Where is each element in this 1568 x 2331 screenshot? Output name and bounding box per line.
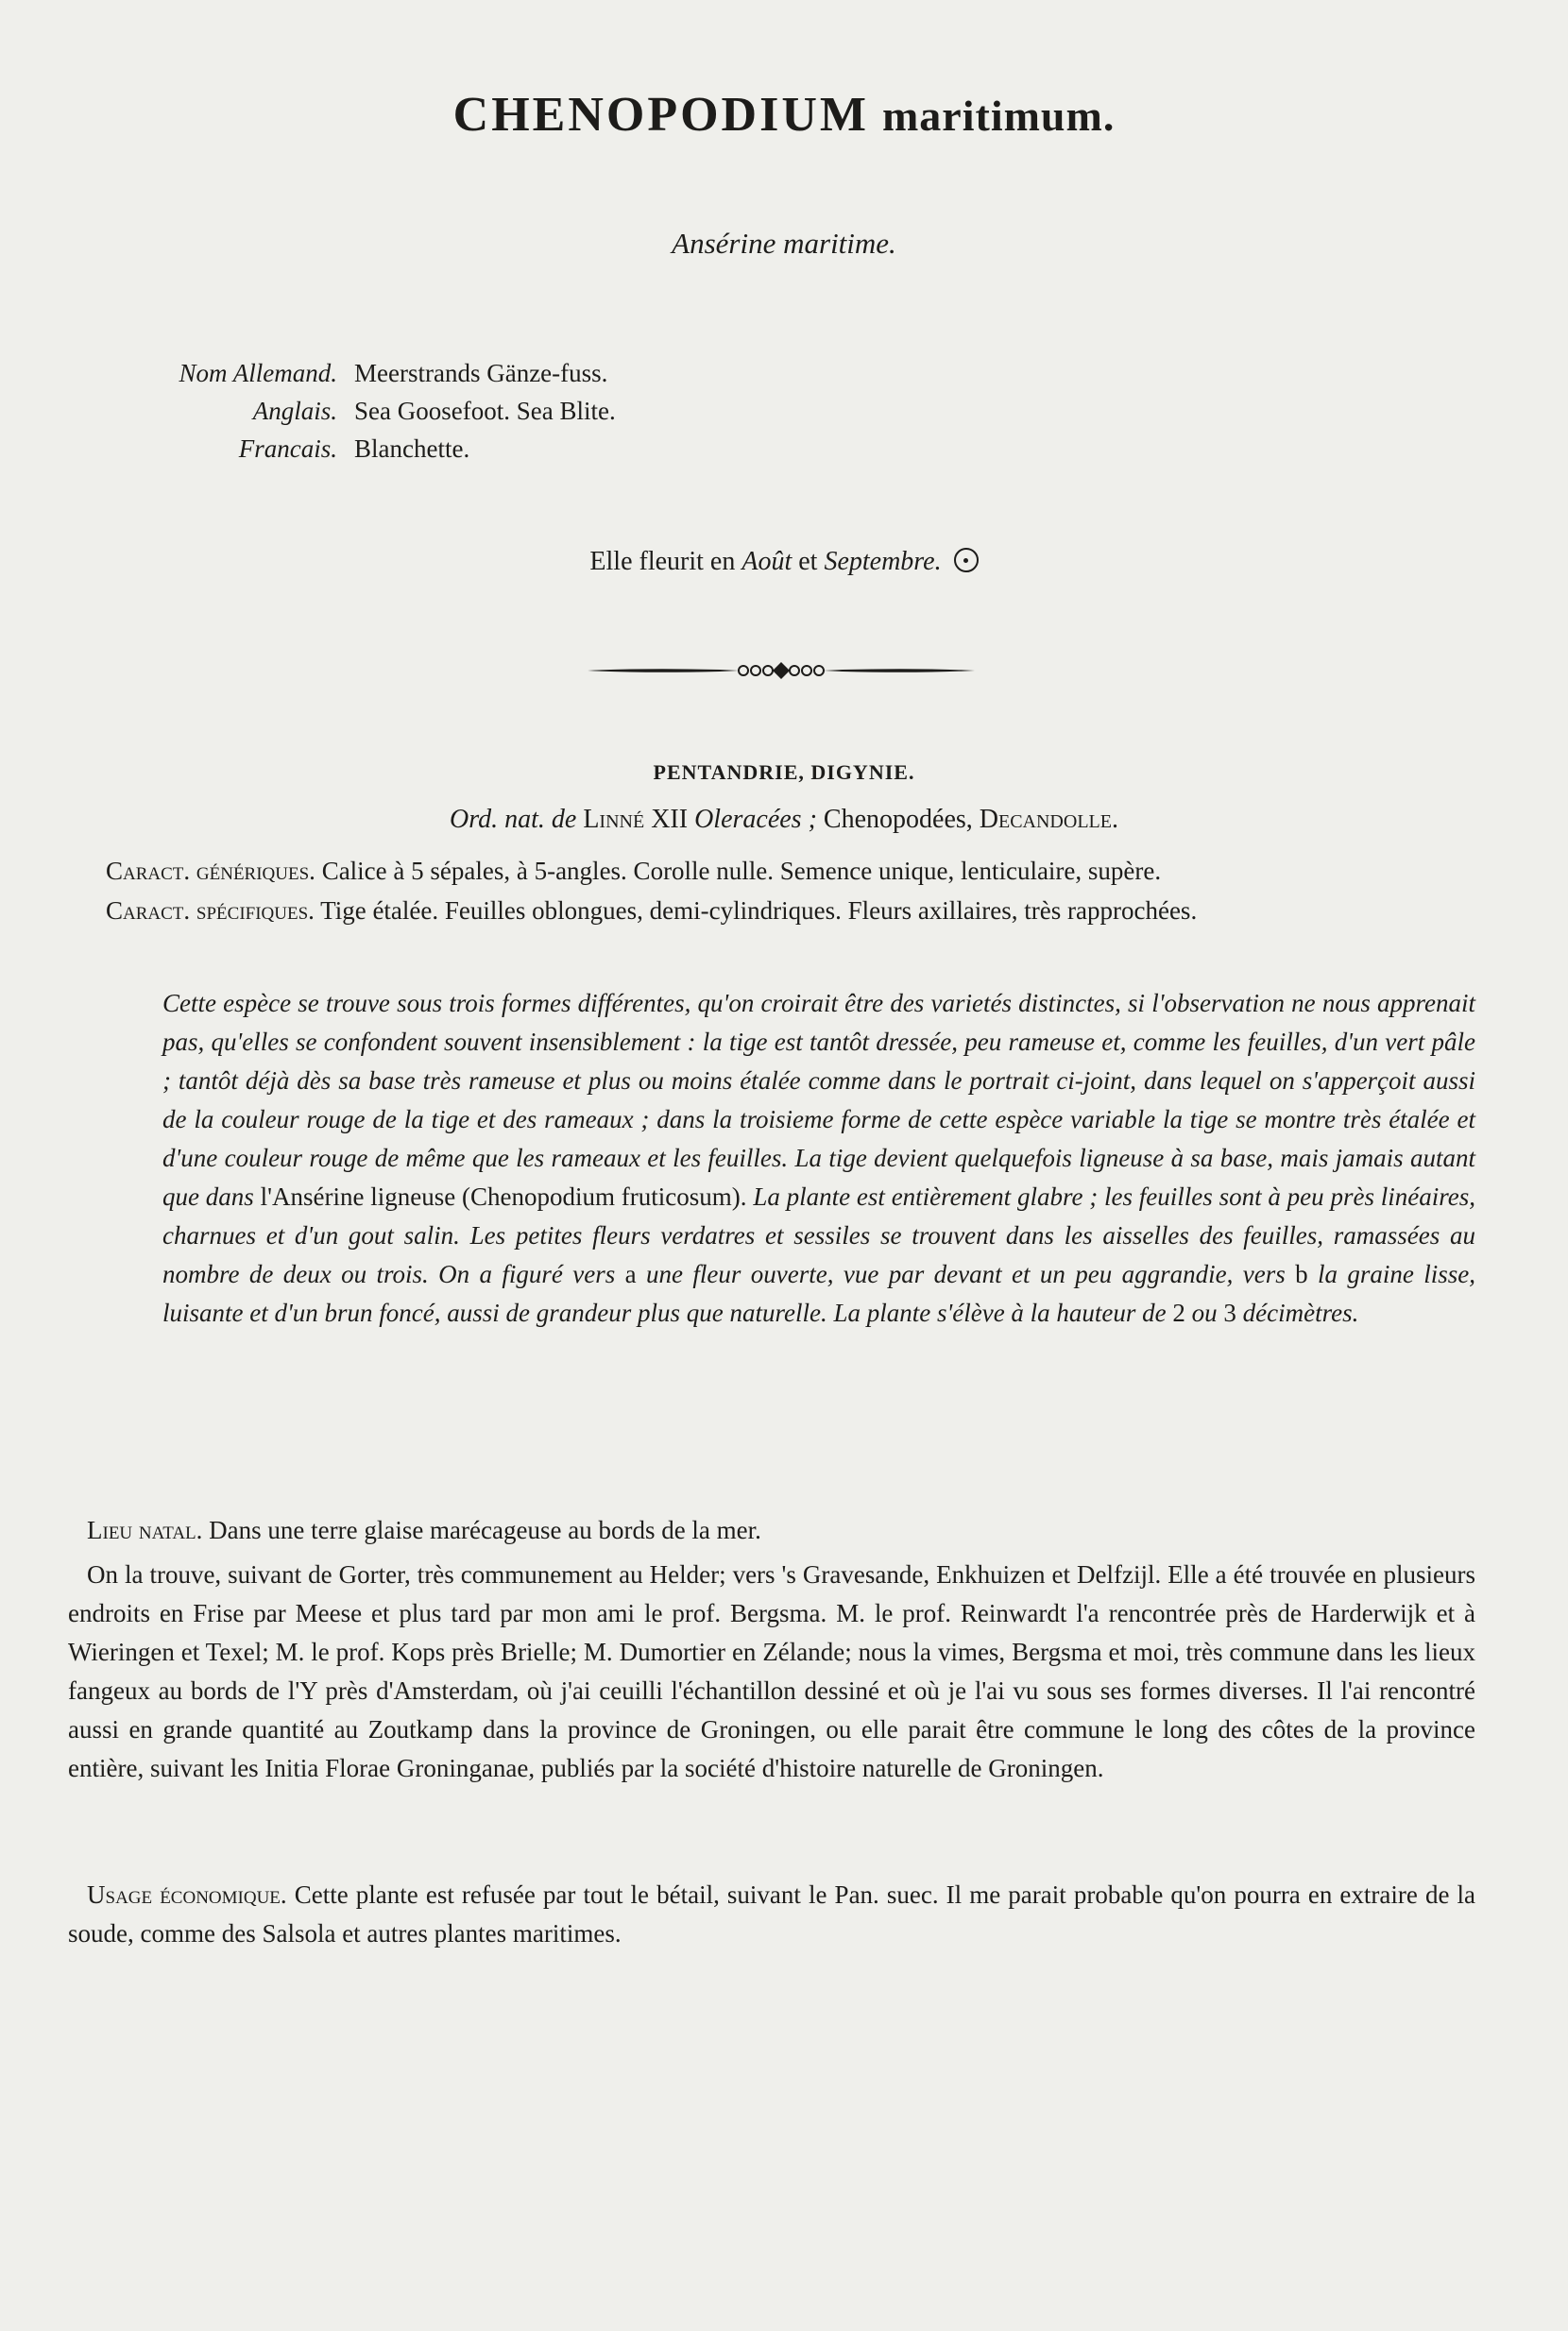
characters-section — [68, 855, 1475, 934]
title-genus: CHENOPODIUM — [452, 88, 869, 142]
common-name-row — [142, 392, 616, 430]
distribution-paragraph: On la trouve, suivant de Gorter, très communement au Helder; vers 's Gravesande, Enkhuizen et Delfzijl. Elle a été trouvée en plusieurs endroits en Frise par Meese et plus tard par mon ami le prof. Bergsma. M. le prof. Reinwardt l'a rencontrée près de Harderwijk et à Wieringen et Texel; M. le prof. Kops près Brielle; M. Dumortier en Zélande; nous la vimes, Bergsma et moi, très commune dans les lieux fangeux au bords de l'Y près d'Amsterdam, où j'ai ceuilli l'échantillon dessiné et où je l'ai vu sous ses formes diverses. Il l'ai rencontré aussi en grande quantité au Zoutkamp dans la province de Groningen, ou elle parait être commune le long des côtes de la province entière, suivant les Initia Florae Groninganae, publiés par la société d'histoire naturelle de Groningen. — [68, 1560, 1475, 1782]
name-language: Anglais. — [252, 397, 337, 425]
name-language: Allemand. — [232, 359, 337, 387]
usage-label: Usage économique. — [87, 1880, 287, 1909]
generic-label: Caract. génériques. — [106, 857, 315, 885]
habitat-label: Lieu natal. — [87, 1516, 203, 1544]
natural-order: Ord. nat. de Linné XII Oleracées ; Chenopodées, Decandolle. — [450, 805, 1118, 834]
annual-symbol-icon — [954, 548, 979, 572]
habitat-section — [68, 1511, 1475, 1794]
common-name-row — [142, 354, 616, 392]
description-paragraph: Cette espèce se trouve sous trois formes différentes, qu'on croirait être des varietés distinctes, si l'observation ne nous apprenait pas, qu'elles se confondent souvent insensiblement : la tige est tantôt dressée, peu rameuse et, comme les feuilles, d'un vert pâle ; tantôt déjà dès sa base très rameuse et plus ou moins étalée comme dans le portrait ci-joint, dans lequel on s'apperçoit aussi de la couleur rouge de la tige et des rameaux ; dans la troisieme forme de cette espèce variable la tige se montre très étalée et d'une couleur rouge de même que les rameaux et les feuilles. La tige devient quelquefois ligneuse à sa base, mais jamais autant que dans l'Ansérine ligneuse (Chenopodium fruticosum). La plante est entièrement glabre ; les feuilles sont à peu près linéaires, charnues et d'un gout salin. Les petites fleurs verdatres et sessiles se trouvent dans les aisselles des feuilles, ramassées au nombre de deux ou trois. On a figuré vers a une fleur ouverte, vue par devant et un peu aggrandie, vers b la graine lisse, luisante et d'un brun foncé, aussi de grandeur plus que naturelle. La plante s'élève à la hauteur de 2 ou 3 décimètres. — [162, 989, 1476, 1327]
habitat-line: Lieu natal. Dans une terre glaise marécageuse au bords de la mer. — [87, 1516, 761, 1544]
name-language: Francais. — [238, 434, 337, 463]
linnaean-class: PENTANDRIE, DIGYNIE. — [653, 760, 915, 784]
usage-section — [68, 1876, 1475, 1953]
name-value: Sea Goosefoot. Sea Blite. — [354, 397, 616, 425]
name-value: Blanchette. — [354, 434, 470, 463]
page-title — [0, 87, 1568, 143]
name-prefix: Nom — [179, 359, 228, 387]
specific-label: Caract. spécifiques. — [106, 896, 315, 925]
common-names — [142, 354, 616, 468]
title-species: maritimum. — [881, 92, 1116, 140]
specific-characters: Caract. spécifiques. Tige étalée. Feuilles oblongues, demi-cylindriques. Fleurs axillaires, très rapprochées. — [106, 896, 1198, 925]
usage-text: Cette plante est refusée par tout le bétail, suivant le Pan. suec. Il me parait probable qu'on pourra en extraire de la soude, comme des Salsola et autres plantes maritimes. — [68, 1880, 1475, 1948]
flowering-line: Elle fleurit en Août et Septembre. — [0, 545, 1568, 577]
name-value: Meerstrands Gänze-fuss. — [354, 359, 608, 387]
french-name: Ansérine maritime. — [672, 227, 896, 260]
generic-characters: Caract. génériques. Calice à 5 sépales, à 5-angles. Corolle nulle. Semence unique, lenticulaire, supère. — [106, 857, 1162, 885]
ornament-divider-icon — [588, 652, 975, 689]
common-name-row — [142, 430, 616, 468]
